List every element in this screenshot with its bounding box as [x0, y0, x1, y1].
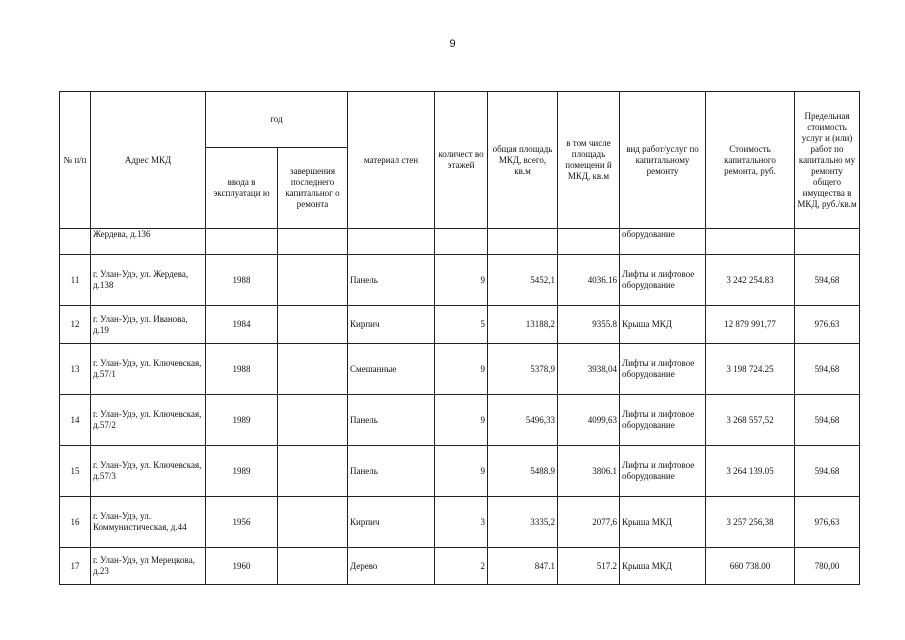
row-last-repair [278, 497, 348, 548]
row-work-type: Крыша МКД [620, 306, 706, 344]
row-material: Панель [348, 446, 435, 497]
row-floors: 9 [435, 395, 488, 446]
row-total-area: 847.1 [488, 548, 558, 585]
row-year: 1960 [206, 548, 278, 585]
row-last-repair [278, 548, 348, 585]
row-address: г. Улан-Удэ, ул. Иванова, д.19 [91, 306, 206, 344]
header-max-cost: Предельная стоимость услуг и (или) работ по капитально му ремонту общего имущества в МКД, руб./кв.м [795, 92, 860, 229]
row-total-area: 5452,1 [488, 255, 558, 306]
row-work-type: Лифты и лифтовое оборудование [620, 255, 706, 306]
row-last-repair [278, 344, 348, 395]
row-max-cost: 976,63 [795, 497, 860, 548]
table-row [60, 548, 860, 585]
row-address: г. Улан-Удэ, ул. Ключевская, д.57/1 [91, 344, 206, 395]
row-floors: 2 [435, 548, 488, 585]
table-row [60, 255, 860, 306]
row-premises-area: 9355.8 [558, 306, 620, 344]
row-total-area: 5378,9 [488, 344, 558, 395]
row-year: 1988 [206, 255, 278, 306]
row-cost: 3 257 256,38 [706, 497, 795, 548]
row-total-area: 5496,33 [488, 395, 558, 446]
row-material: Кирпич [348, 306, 435, 344]
header-floors: количест во этажей [435, 92, 488, 229]
row-work-type: Лифты и лифтовое оборудование [620, 344, 706, 395]
row-material: Панель [348, 255, 435, 306]
row-num: 14 [60, 395, 91, 446]
page-number: 9 [449, 38, 456, 50]
row-max-cost: 594,68 [795, 255, 860, 306]
row-floors: 9 [435, 344, 488, 395]
continuation-work-type: оборудование [620, 229, 706, 255]
table-row [60, 306, 860, 344]
header-num: № п/п [60, 92, 91, 229]
row-material: Дерево [348, 548, 435, 585]
continuation-address: Жердева, д.136 [91, 229, 206, 255]
row-num: 12 [60, 306, 91, 344]
row-address: г. Улан-Удэ, ул Мерецкова, д.23 [91, 548, 206, 585]
row-material: Панель [348, 395, 435, 446]
row-work-type: Лифты и лифтовое оборудование [620, 446, 706, 497]
row-num: 15 [60, 446, 91, 497]
row-premises-area: 3938,04 [558, 344, 620, 395]
row-address: г. Улан-Удэ, ул. Ключевская, д.57/3 [91, 446, 206, 497]
row-material: Кирпич [348, 497, 435, 548]
header-work-type: вид работ/услуг по капитальному ремонту [620, 92, 706, 229]
table-row [60, 395, 860, 446]
row-work-type: Лифты и лифтовое оборудование [620, 395, 706, 446]
row-last-repair [278, 446, 348, 497]
row-floors: 3 [435, 497, 488, 548]
row-total-area: 3335,2 [488, 497, 558, 548]
row-year: 1956 [206, 497, 278, 548]
row-cost: 3 264 139.05 [706, 446, 795, 497]
row-num: 13 [60, 344, 91, 395]
row-total-area: 13188,2 [488, 306, 558, 344]
row-last-repair [278, 395, 348, 446]
row-year: 1989 [206, 395, 278, 446]
row-work-type: Крыша МКД [620, 548, 706, 585]
header-year-group: год [206, 92, 348, 148]
row-cost: 3 198 724.25 [706, 344, 795, 395]
row-year: 1988 [206, 344, 278, 395]
row-floors: 9 [435, 446, 488, 497]
header-wall-material: материал стен [348, 92, 435, 229]
row-address: г. Улан-Удэ, ул. Жердева, д.138 [91, 255, 206, 306]
row-max-cost: 594,68 [795, 395, 860, 446]
row-floors: 9 [435, 255, 488, 306]
row-year: 1984 [206, 306, 278, 344]
row-max-cost: 594.68 [795, 446, 860, 497]
row-last-repair [278, 255, 348, 306]
repair-table [59, 91, 860, 585]
row-last-repair [278, 306, 348, 344]
row-num: 16 [60, 497, 91, 548]
row-num: 17 [60, 548, 91, 585]
row-premises-area: 4099,63 [558, 395, 620, 446]
row-premises-area: 3806.1 [558, 446, 620, 497]
row-premises-area: 517.2 [558, 548, 620, 585]
header-address: Адрес МКД [91, 92, 206, 229]
row-total-area: 5488.9 [488, 446, 558, 497]
row-max-cost: 594,68 [795, 344, 860, 395]
row-floors: 5 [435, 306, 488, 344]
row-cost: 3 242 254.83 [706, 255, 795, 306]
table-row [60, 344, 860, 395]
row-material: Смешанные [348, 344, 435, 395]
row-year: 1989 [206, 446, 278, 497]
row-premises-area: 4036.16 [558, 255, 620, 306]
continuation-row [60, 229, 860, 255]
header-year-last-repair: завершения последнего капитальног о ремонта [278, 148, 348, 229]
row-max-cost: 976.63 [795, 306, 860, 344]
header-year-commission: ввода в эксплуатаци ю [206, 148, 278, 229]
header-cost: Стоимость капитального ремонта, руб. [706, 92, 795, 229]
header-premises-area: в том числе площадь помещени й МКД, кв.м [558, 92, 620, 229]
row-cost: 12 879 991,77 [706, 306, 795, 344]
row-premises-area: 2077,6 [558, 497, 620, 548]
row-work-type: Крыша МКД [620, 497, 706, 548]
row-address: г. Улан-Удэ, ул. Коммунистическая, д.44 [91, 497, 206, 548]
row-cost: 3 268 557,52 [706, 395, 795, 446]
row-max-cost: 780,00 [795, 548, 860, 585]
table-row [60, 446, 860, 497]
row-num: 11 [60, 255, 91, 306]
table-row [60, 497, 860, 548]
header-total-area: общая площадь МКД, всего, кв.м [488, 92, 558, 229]
row-cost: 660 738.00 [706, 548, 795, 585]
row-address: г. Улан-Удэ, ул. Ключевская, д.57/2 [91, 395, 206, 446]
